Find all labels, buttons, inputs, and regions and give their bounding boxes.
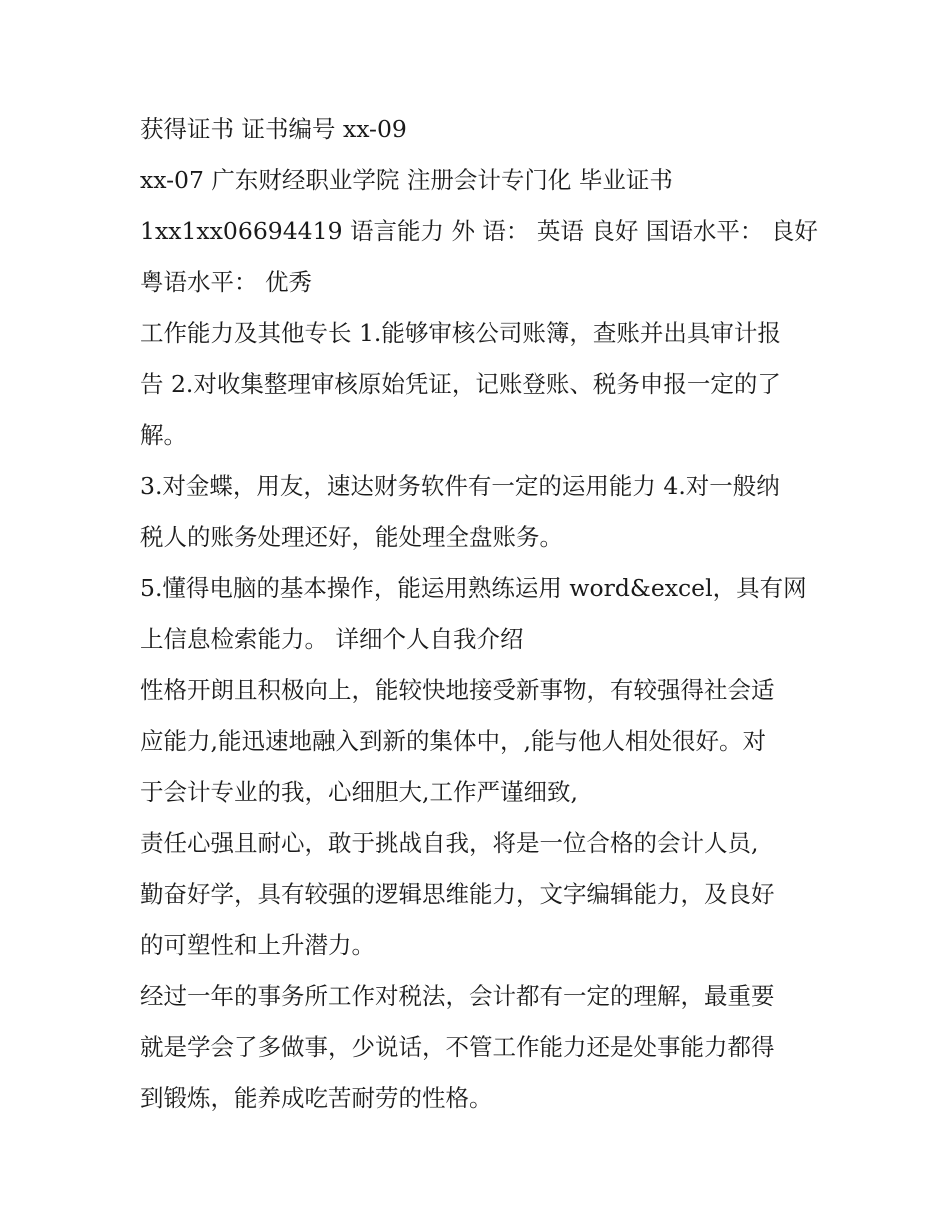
- text-line: 勤奋好学，具有较强的逻辑思维能力，文字编辑能力，及良好: [140, 880, 775, 908]
- text-line: 到锻炼，能养成吃苦耐劳的性格。: [140, 1084, 493, 1112]
- text-line: 5.懂得电脑的基本操作，能运用熟练运用 word&excel，具有网: [140, 574, 807, 602]
- text-line: 于会计专业的我，心细胆大,工作严谨细致,: [140, 778, 578, 806]
- text-line: 工作能力及其他专长 1.能够审核公司账簿，查账并出具审计报: [140, 319, 781, 347]
- document-body: [140, 104, 820, 1124]
- text-line: 告 2.对收集整理审核原始凭证，记账登账、税务申报一定的了: [140, 370, 781, 398]
- text-line: 1xx1xx06694419 语言能力 外 语： 英语 良好 国语水平： 良好: [140, 217, 818, 245]
- text-line: 粤语水平： 优秀: [140, 268, 312, 296]
- text-line: 的可塑性和上升潜力。: [140, 931, 375, 959]
- text-line: 责任心强且耐心，敢于挑战自我，将是一位合格的会计人员,: [140, 829, 759, 857]
- text-line: 应能力,能迅速地融入到新的集体中，,能与他人相处很好。对: [140, 727, 766, 755]
- text-line: 获得证书 证书编号 xx-09: [140, 115, 407, 143]
- text-line: 3.对金蝶，用友，速达财务软件有一定的运用能力 4.对一般纳: [140, 472, 780, 500]
- text-line: xx-07 广东财经职业学院 注册会计专门化 毕业证书: [140, 166, 673, 194]
- text-line: 就是学会了多做事，少说话，不管工作能力还是处事能力都得: [140, 1033, 775, 1061]
- text-line: 上信息检索能力。 详细个人自我介绍: [140, 625, 524, 653]
- text-line: 税人的账务处理还好，能处理全盘账务。: [140, 523, 563, 551]
- text-line: 性格开朗且积极向上，能较快地接受新事物，有较强得社会适: [140, 676, 775, 704]
- text-line: 经过一年的事务所工作对税法，会计都有一定的理解，最重要: [140, 982, 775, 1010]
- text-line: 解。: [140, 421, 187, 449]
